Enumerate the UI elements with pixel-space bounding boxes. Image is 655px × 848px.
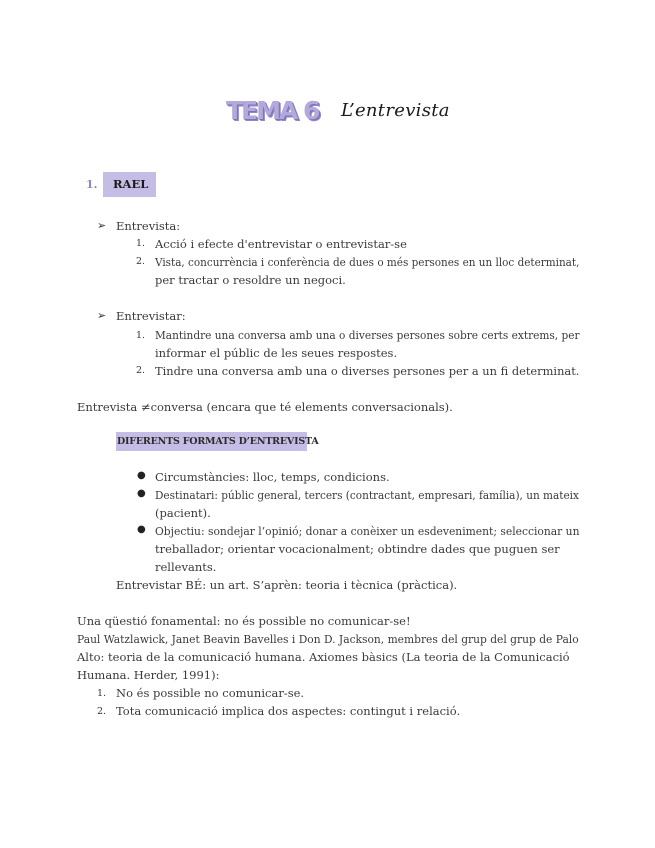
axiom-item: No és possible no comunicar-se.	[116, 686, 305, 700]
note-line: Entrevista ≠conversa (encara que té elements conversacionals).	[77, 400, 453, 414]
formats-closing: Entrevistar BÉ: un art. S’aprèn: teoria i tècnica (pràctica).	[116, 578, 458, 592]
paragraph-line: Humana. Herder, 1991):	[77, 668, 220, 682]
formats-heading: DIFERENTS FORMATS D’ENTREVISTA	[116, 432, 307, 451]
paragraph-line: Paul Watzlawick, Janet Beavin Bavelles i Don D. Jackson, membres del grup del grup de Palo	[77, 632, 579, 646]
bullet-icon: ●	[137, 524, 146, 535]
bullet-icon: ●	[137, 470, 146, 481]
list-number: 1.	[136, 238, 146, 249]
definition-line: Tindre una conversa amb una o diverses persones per a un fi determinat.	[155, 364, 580, 378]
term-entrevista: Entrevista:	[116, 219, 181, 233]
section-title: RAEL	[103, 172, 156, 197]
question-line: Una qüestió fonamental: no és possible no comunicar-se!	[77, 614, 411, 628]
definition-line: Mantindre una conversa amb una o diverses persones sobre certs extrems, per	[155, 328, 580, 342]
title-row	[0, 96, 655, 130]
list-number: 1.	[97, 688, 107, 699]
definition-line: Vista, concurrència i conferència de dues o més persones en un lloc determinat,	[155, 255, 580, 269]
term-entrevistar: Entrevistar:	[116, 309, 186, 323]
tema-heading: TEMA 6	[226, 96, 319, 125]
format-item: Circumstàncies: lloc, temps, condicions.	[155, 470, 390, 484]
list-number: 1.	[136, 330, 146, 341]
format-item: Destinatari: públic general, tercers (contractant, empresari, família), un mateix	[155, 488, 579, 502]
list-number: 2.	[97, 706, 107, 717]
arrow-bullet-icon: ➢	[97, 219, 107, 232]
axiom-item: Tota comunicació implica dos aspectes: contingut i relació.	[116, 704, 461, 718]
format-item: (pacient).	[155, 506, 211, 520]
format-item: rellevants.	[155, 560, 217, 574]
definition-line: Acció i efecte d'entrevistar o entrevistar-se	[155, 237, 407, 251]
paragraph-line: Alto: teoria de la comunicació humana. Axiomes bàsics (La teoria de la Comunicació	[77, 650, 570, 664]
format-item: Objectiu: sondejar l’opinió; donar a conèixer un esdeveniment; seleccionar un	[155, 524, 580, 538]
bullet-icon: ●	[137, 488, 146, 499]
page-subtitle: L’entrevista	[341, 100, 450, 121]
section-number: 1.	[86, 178, 98, 191]
arrow-bullet-icon: ➢	[97, 309, 107, 322]
list-number: 2.	[136, 256, 146, 267]
list-number: 2.	[136, 365, 146, 376]
definition-line: informar el públic de les seues respostes.	[155, 346, 398, 360]
definition-line: per tractar o resoldre un negoci.	[155, 273, 346, 287]
format-item: treballador; orientar vocacionalment; obtindre dades que puguen ser	[155, 542, 560, 556]
